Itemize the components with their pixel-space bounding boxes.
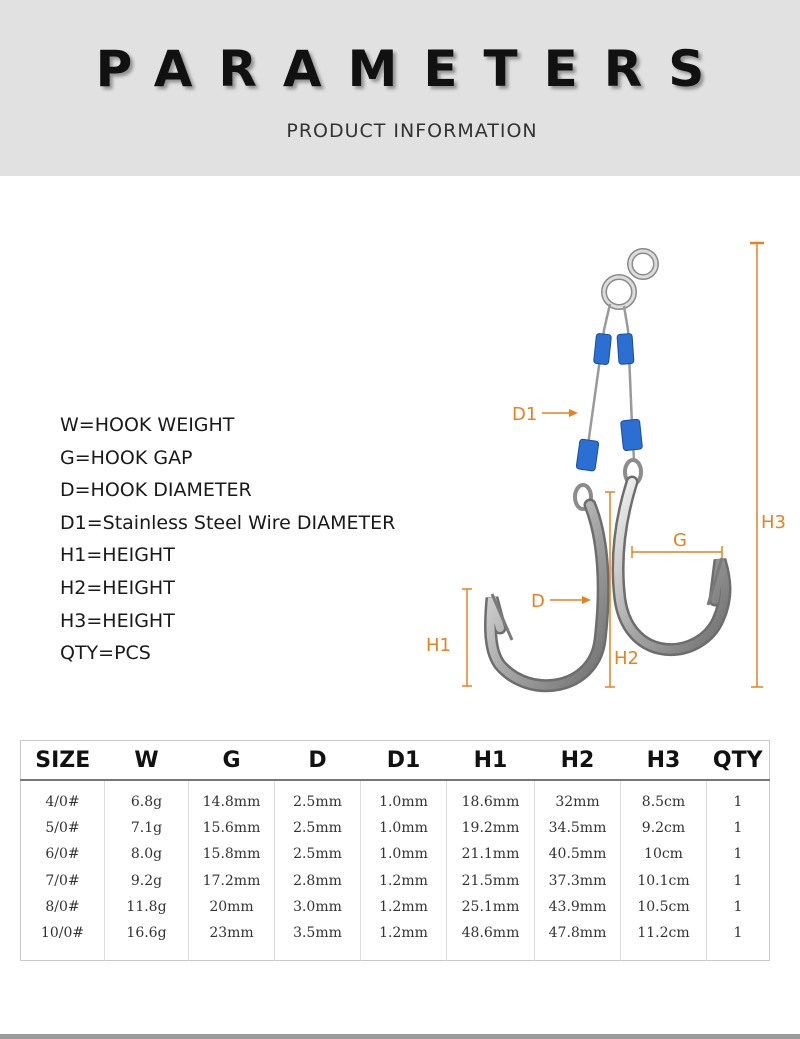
table-row [21,815,770,841]
label-d1: D1 [512,404,538,425]
table-cell: 7.1g [105,815,189,841]
table-cell: 16.6g [105,920,189,961]
legend-item: QTY=PCS [60,642,151,665]
table-cell: 1.0mm [361,780,447,815]
table-cell: 1 [733,872,743,889]
table-cell: 6.8g [105,780,189,815]
table-cell: 21.1mm [447,841,535,867]
table-cell: 1.0mm [361,815,447,841]
column-header: H1 [447,741,535,781]
table-cell: 1.2mm [361,867,447,893]
table-cell: 34.5mm [535,815,621,841]
table-cell: 10/0# [21,920,105,961]
table-cell: 17.2mm [189,867,275,893]
table-cell: 15.6mm [189,815,275,841]
table-cell: 8/0# [21,894,105,920]
label-h1: H1 [426,635,451,656]
table-cell: 47.8mm [535,920,621,961]
table-cell: 1 [733,846,743,863]
legend-item: H3=HEIGHT [60,609,175,632]
column-header: H3 [621,741,707,781]
column-header: SIZE [21,741,105,781]
spec-table [20,740,770,961]
column-header: D1 [361,741,447,781]
table-row [21,780,770,815]
table-cell: 2.8mm [275,867,361,893]
table-cell: 6/0# [21,841,105,867]
table-cell: 37.3mm [535,867,621,893]
table-cell: 5/0# [21,815,105,841]
table-cell: 15.8mm [189,841,275,867]
table-cell: 9.2cm [621,815,707,841]
table-cell: 11.2cm [621,920,707,961]
table-cell: 8.5cm [621,780,707,815]
label-g: G [673,530,687,551]
column-header: D [275,741,361,781]
table-cell: 1.0mm [361,841,447,867]
table-cell: 10cm [621,841,707,867]
table-cell: 23mm [189,920,275,961]
table-cell: 48.6mm [447,920,535,961]
table-row [21,841,770,867]
table-cell: 9.2g [105,867,189,893]
legend-item: G=HOOK GAP [60,446,193,469]
column-header: QTY [707,741,770,781]
table-cell: 19.2mm [447,815,535,841]
hook-diagram [400,230,800,700]
table-cell: 10.5cm [621,894,707,920]
table-cell: 1 [733,898,743,915]
table-cell: 7/0# [21,867,105,893]
table-cell: 1 [733,820,743,837]
table-cell: 3.5mm [275,920,361,961]
table-cell: 1.2mm [361,894,447,920]
legend-item: D1=Stainless Steel Wire DIAMETER [60,511,396,534]
table-cell: 25.1mm [447,894,535,920]
right-hook-icon [618,460,725,650]
table-cell: 4/0# [21,780,105,815]
table-cell: 2.5mm [275,780,361,815]
column-header: G [189,741,275,781]
legend-item: H1=HEIGHT [60,544,175,567]
table-cell: 1 [733,794,743,811]
table-cell: 20mm [189,894,275,920]
table-row [21,920,770,961]
table-cell: 1.2mm [361,920,447,961]
table-cell: 1 [733,924,743,941]
legend-item: W=HOOK WEIGHT [60,414,235,436]
label-d: D [531,591,545,612]
table-cell: 10.1cm [621,867,707,893]
table-cell: 3.0mm [275,894,361,920]
label-h3: H3 [761,512,786,533]
left-hook-icon [491,485,604,686]
table-cell: 18.6mm [447,780,535,815]
table-header-row [21,741,770,781]
column-header: W [105,741,189,781]
footer-divider [0,1034,800,1039]
page-subtitle: PRODUCT INFORMATION [286,120,538,142]
parameter-legend [60,409,395,670]
table-cell: 32mm [535,780,621,815]
solid-ring-icon [604,251,656,307]
page-title: PARAMETERS [95,40,731,98]
table-row [21,894,770,920]
table-cell: 40.5mm [535,841,621,867]
table-cell: 2.5mm [275,815,361,841]
table-cell: 11.8g [105,894,189,920]
table-cell: 8.0g [105,841,189,867]
legend-item: D=HOOK DIAMETER [60,479,252,502]
header-banner [0,0,800,176]
table-cell: 2.5mm [275,841,361,867]
table-cell: 14.8mm [189,780,275,815]
label-h2: H2 [614,648,639,669]
table-cell: 21.5mm [447,867,535,893]
column-header: H2 [535,741,621,781]
legend-item: H2=HEIGHT [60,576,175,599]
table-cell: 43.9mm [535,894,621,920]
table-row [21,867,770,893]
